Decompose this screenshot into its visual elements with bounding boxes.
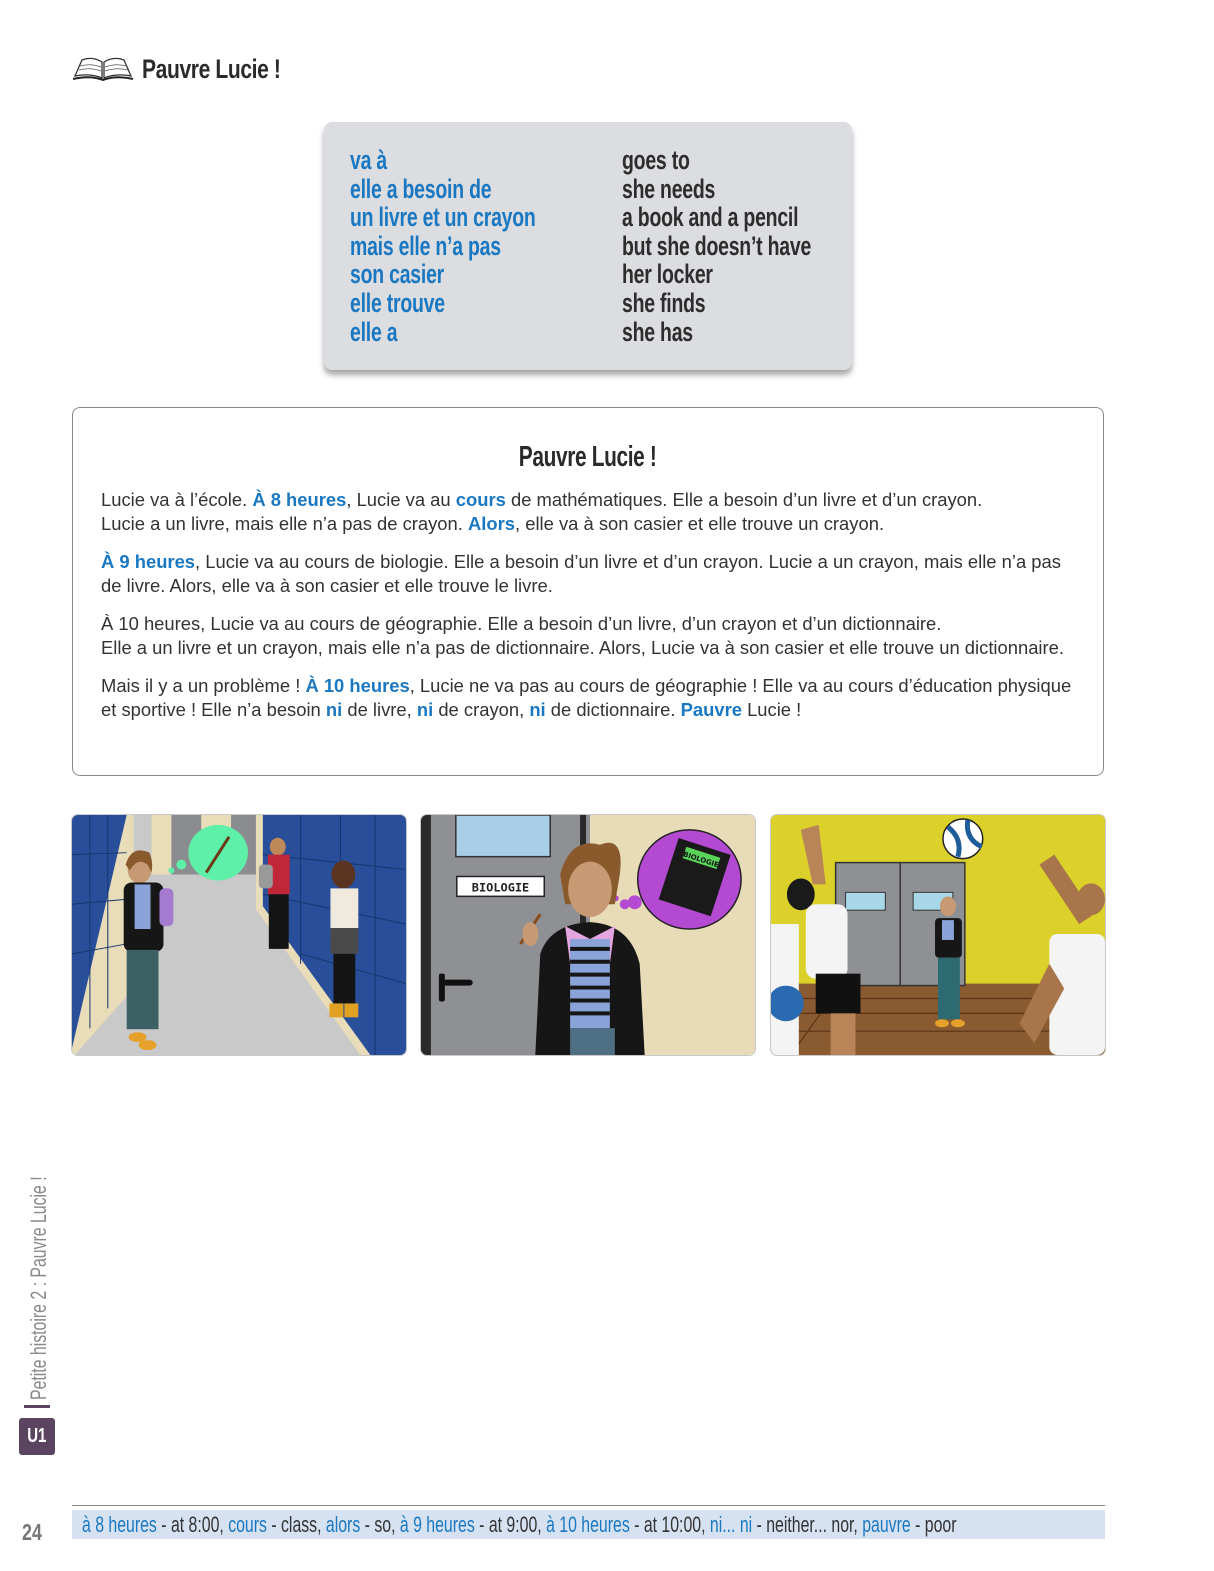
- story-paragraph: [101, 674, 1081, 722]
- vocab-english: she needs: [622, 173, 716, 204]
- vocab-english: she finds: [622, 287, 706, 318]
- story-paragraph: [101, 488, 1081, 536]
- vocabulary-english-column: [622, 146, 885, 346]
- story-text: Lucie a un livre, mais elle n’a pas de crayon.: [101, 513, 468, 534]
- glossary-english: neither... nor: [766, 1512, 854, 1537]
- comic-panels: [71, 814, 1106, 1057]
- highlighted-vocab: ni: [325, 699, 343, 720]
- story-text: de livre,: [342, 699, 417, 720]
- footer-divider: [72, 1505, 1105, 1506]
- story-title-wrap: [73, 441, 1103, 474]
- door-sign-text: BIOLOGIE: [471, 880, 530, 895]
- glossary-english: at 9:00: [488, 1512, 538, 1537]
- unit-badge: [19, 1418, 55, 1455]
- book-cover-text: BIOLOGIE: [682, 850, 720, 870]
- vocab-english: but she doesn’t have: [622, 230, 812, 261]
- glossary-bar: [72, 1510, 1105, 1539]
- panel-gym-volleyball: [770, 814, 1106, 1056]
- glossary-french: cours: [228, 1512, 267, 1537]
- story-text: Lucie va à l’école.: [101, 489, 253, 510]
- highlighted-vocab: À 8 heures: [252, 489, 347, 510]
- story-paragraph: [101, 612, 1081, 660]
- vocab-french: son casier: [350, 259, 445, 290]
- glossary-english: at 8:00: [170, 1512, 220, 1537]
- story-text: À 10 heures, Lucie va au cours de géographie. Elle a besoin d’un livre, d’un crayon et d’un dictionnaire.: [101, 613, 942, 634]
- vocab-english: her locker: [622, 259, 713, 290]
- highlighted-vocab: Alors: [468, 513, 516, 534]
- story-text: , Lucie va au: [346, 489, 456, 510]
- page-number-text: 24: [22, 1519, 42, 1545]
- vocabulary-french-column: [350, 146, 608, 346]
- glossary-text: à 8 heures - at 8:00, cours - class, alors - so, à 9 heures - at 9:00, à 10 heures - at 10:00, ni... ni - neither... nor, pauvre - poor: [82, 1512, 957, 1537]
- page-title: Pauvre Lucie !: [142, 54, 281, 84]
- glossary-english: class: [281, 1512, 318, 1537]
- story-text: de mathématiques. Elle a besoin d’un livre et d’un crayon.: [505, 489, 983, 510]
- glossary-french: alors: [325, 1512, 361, 1537]
- panel-biology-door: [420, 814, 756, 1056]
- glossary-french: à 9 heures: [399, 1512, 475, 1537]
- page-number: [22, 1519, 48, 1546]
- glossary-english: at 10:00: [643, 1512, 702, 1537]
- story-text: , elle va à son casier et elle trouve un crayon.: [515, 513, 885, 534]
- open-book-icon: [72, 52, 134, 87]
- story-text: de crayon,: [433, 699, 530, 720]
- unit-badge-text: U1: [27, 1425, 47, 1447]
- story-text: , Lucie va au cours de biologie. Elle a besoin d’un livre et d’un crayon. Lucie a un crayon, mais elle n’a pas de livre. Alors, elle va à son casier et elle trouve le livre.: [101, 551, 1061, 596]
- vocab-french: mais elle n’a pas: [350, 230, 501, 261]
- glossary-french: pauvre: [862, 1512, 911, 1537]
- highlighted-vocab: ni: [416, 699, 434, 720]
- vocab-french: un livre et un crayon: [350, 202, 536, 233]
- vocab-english: she has: [622, 316, 693, 347]
- story-text: , Lucie ne va pas au cours de géographie ! Elle va au cours d’éducation physique et sportive ! Elle n’a besoin: [101, 675, 1072, 720]
- highlighted-vocab: À 9 heures: [101, 551, 196, 572]
- story-body: [101, 488, 1081, 736]
- unit-divider: [24, 1405, 50, 1408]
- glossary-english: so: [374, 1512, 392, 1537]
- glossary-french: ni... ni: [709, 1512, 753, 1537]
- story-title: Pauvre Lucie !: [519, 441, 657, 473]
- section-label-text: Petite histoire 2 : Pauvre Lucie !: [26, 1176, 51, 1400]
- story-box: [72, 407, 1104, 776]
- story-text: Mais il y a un problème !: [101, 675, 306, 696]
- vocab-french: elle trouve: [350, 287, 445, 318]
- glossary-french: à 8 heures: [82, 1512, 157, 1537]
- glossary-french: à 10 heures: [546, 1512, 630, 1537]
- story-text: Elle a un livre et un crayon, mais elle n’a pas de dictionnaire. Alors, Lucie va à son casier et elle trouve un dictionnaire.: [101, 637, 1064, 658]
- story-text: de dictionnaire.: [545, 699, 681, 720]
- section-label: [26, 1089, 52, 1400]
- highlighted-vocab: cours: [455, 489, 506, 510]
- story-paragraph: [101, 550, 1081, 598]
- panel-hallway-lockers: [71, 814, 407, 1056]
- story-text: Lucie !: [741, 699, 802, 720]
- glossary-english: poor: [924, 1512, 957, 1537]
- vocab-english: a book and a pencil: [622, 202, 799, 233]
- highlighted-vocab: Pauvre: [680, 699, 742, 720]
- vocab-french: elle a: [350, 316, 398, 347]
- vocab-english: goes to: [622, 145, 690, 175]
- highlighted-vocab: À 10 heures: [305, 675, 410, 696]
- vocab-french: elle a besoin de: [350, 173, 492, 204]
- vocab-french: va à: [350, 145, 387, 175]
- vocabulary-box: [324, 122, 852, 370]
- page-header: [72, 52, 320, 87]
- highlighted-vocab: ni: [529, 699, 546, 720]
